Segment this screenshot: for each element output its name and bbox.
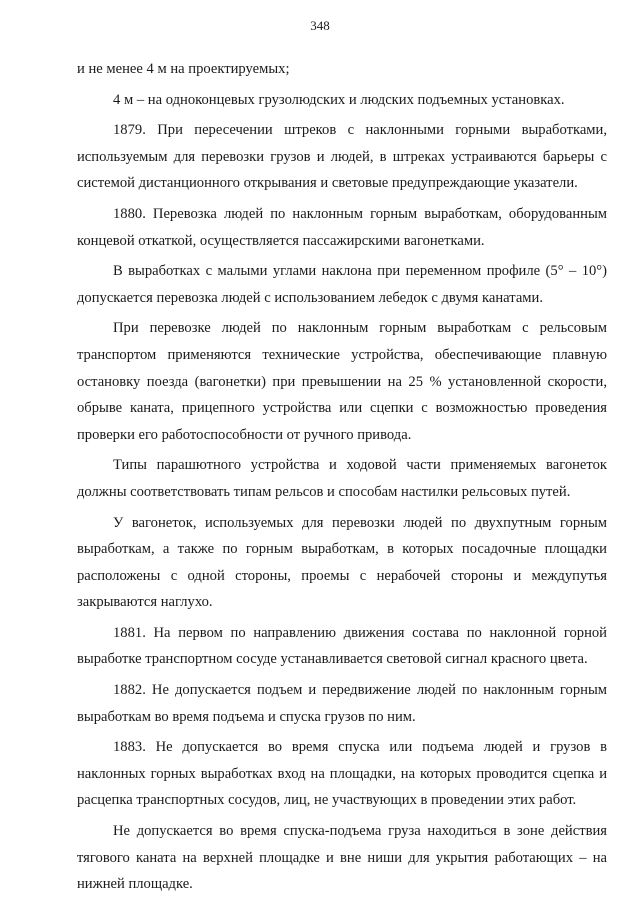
paragraph-12: Не допускается во время спуска-подъема груза находиться в зоне действия тягового каната на верхней площадке и вне ниши для укрытия работающих – на нижней площадке. <box>77 823 607 893</box>
paragraph-1: и не менее 4 м на проектируемых; <box>77 61 290 77</box>
paragraph-8: У вагонеток, используемых для перевозки людей по двухпутным горным выработкам, а также по горным выработкам, в которых посадочные площадки расположены с одной стороны, проемы с нерабочей стороны и междупутья закрываются наглухо. <box>77 514 607 611</box>
paragraph-5: В выработках с малыми углами наклона при переменном профиле (5° – 10°) допускается перевозка людей с использованием лебедок с двумя канатами. <box>77 263 607 306</box>
paragraph-6: При перевозке людей по наклонным горным выработкам с рельсовым транспортом применяются технические устройства, обеспечивающие плавную остановку поезда (вагонетки) при превышении на 25 % установленной скорости, обрыве каната, прицепного устройства или сцепки с возможностью проведения проверки его работоспособности от ручного привода. <box>77 320 607 443</box>
paragraph-2: 4 м – на одноконцевых грузолюдских и людских подъемных установках. <box>113 91 565 108</box>
page-number: 348 <box>310 18 330 33</box>
paragraph-7: Типы парашютного устройства и ходовой части применяемых вагонеток должны соответствовать типам рельсов и способам настилки рельсовых путей. <box>77 457 607 500</box>
paragraph-10: 1882. Не допускается подъем и передвижение людей по наклонным горным выработкам во время подъема и спуска грузов по ним. <box>77 682 607 725</box>
paragraph-3: 1879. При пересечении штреков с наклонными горными выработками, используемым для перевозки грузов и людей, в штреках устраиваются барьеры с системой дистанционного открывания и световые предупреждающие указатели. <box>77 122 607 192</box>
paragraph-11: 1883. Не допускается во время спуска или подъема людей и грузов в наклонных горных выработках вход на площадки, на которых проводится сцепка и расцепка транспортных сосудов, лиц, не участвующих в проведении этих работ. <box>77 739 607 809</box>
document-body <box>77 56 607 902</box>
paragraph-4: 1880. Перевозка людей по наклонным горным выработкам, оборудованным концевой откаткой, осуществляется пассажирскими вагонетками. <box>77 205 607 249</box>
paragraph-9: 1881. На первом по направлению движения состава по наклонной горной выработке транспортном сосуде устанавливается световой сигнал красного цвета. <box>77 624 607 668</box>
